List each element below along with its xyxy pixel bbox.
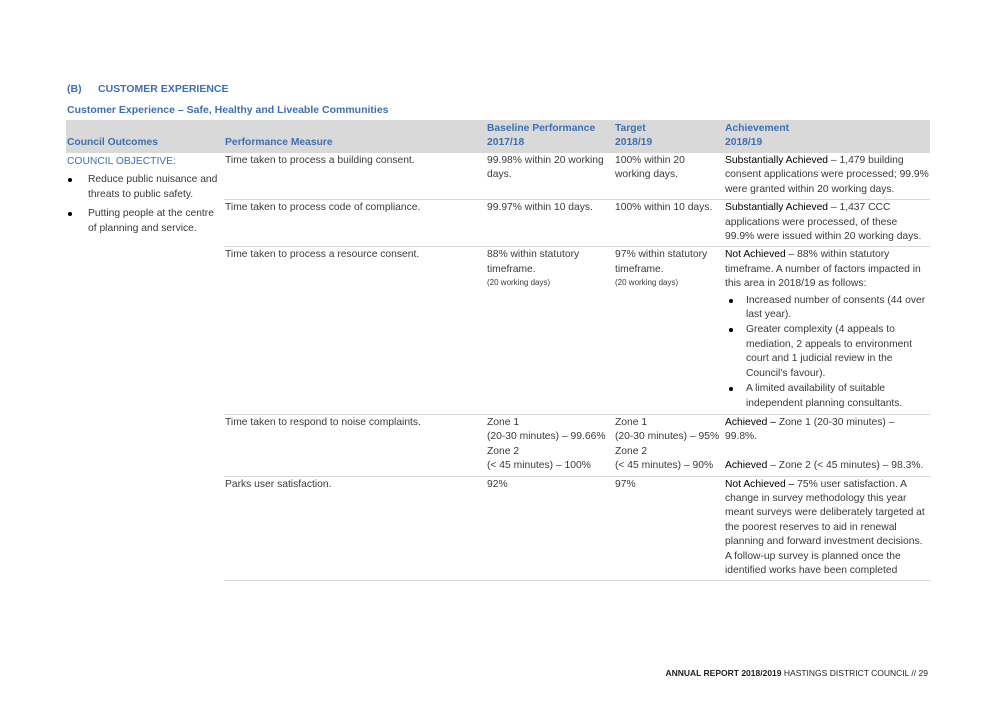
baseline-note: (20 working days): [487, 278, 551, 288]
header-baseline-line2: 2017/18: [487, 137, 525, 148]
achievement-cell: [724, 247, 930, 414]
measure-cell: Time taken to respond to noise complaints.: [224, 414, 486, 476]
achievement-status-zone2: Achieved: [725, 459, 768, 471]
achievement-cell: [724, 414, 930, 476]
header-achievement-line2: 2018/19: [725, 137, 763, 148]
objective-item: Putting people at the centre of planning and service.: [88, 207, 223, 236]
table-header-row: [66, 120, 930, 153]
baseline-cell: [486, 414, 614, 476]
target-note: (20 working days): [615, 278, 679, 288]
target-cell: 97%: [614, 476, 724, 581]
header-target-line1: Target: [615, 123, 646, 134]
baseline-cell: 92%: [486, 476, 614, 581]
target-cell: 100% within 20 working days.: [614, 153, 724, 200]
header-outcomes: Council Outcomes: [66, 120, 224, 153]
page-number: 29: [918, 668, 928, 678]
achievement-cell: [724, 153, 930, 200]
section-heading: [67, 83, 229, 95]
measure-cell: Time taken to process code of compliance.: [224, 200, 486, 247]
achievement-detail: – 1,437 CCC applications were processed, of these 99.9% were issued within 20 working days.: [725, 202, 922, 243]
table-row: [66, 153, 930, 200]
objective-label: COUNCIL OBJECTIVE:: [67, 156, 176, 167]
baseline-cell: [486, 247, 614, 414]
achievement-cell: [724, 476, 930, 581]
header-target-line2: 2018/19: [615, 137, 653, 148]
achievement-status: Achieved –: [725, 416, 776, 428]
footer-separator: //: [911, 668, 917, 678]
baseline-cell: 99.97% within 10 days.: [486, 200, 614, 247]
achievement-detail: 75% user satisfaction. A change in survey methodology this year meant surveys were deliberately targeted at the poorest reserves to aid in renewal planning and forward investment decisions. A follow-up survey is planned once the identified works have been completed: [725, 478, 925, 576]
baseline-line: (20-30 minutes) – 99.66%: [487, 431, 606, 443]
target-line: Zone 1: [615, 416, 648, 428]
header-measure: Performance Measure: [224, 120, 486, 153]
achievement-detail: – 1,479 building consent applications were processed; 99.9% were granted within 20 working days.: [725, 155, 929, 195]
achievement-detail-zone2: – Zone 2 (< 45 minutes) – 98.3%.: [767, 459, 924, 471]
achievement-detail: – 88% within statutory timeframe. A number of factors impacted in this area in 2018/19 as follows:: [725, 249, 921, 290]
target-line: Zone 2: [615, 445, 648, 457]
baseline-value: 88% within statutory timeframe.: [487, 249, 580, 275]
page-footer: [665, 668, 928, 678]
baseline-line: (< 45 minutes) – 100%: [487, 460, 591, 472]
header-target: [614, 120, 724, 153]
target-line: (< 45 minutes) – 90%: [615, 460, 714, 472]
achievement-detail: Zone 1 (20-30 minutes) – 99.8%.: [725, 416, 895, 443]
performance-table: [66, 120, 930, 581]
header-baseline: [486, 120, 614, 153]
target-line: (20-30 minutes) – 95%: [615, 431, 720, 443]
achievement-factor: Greater complexity (4 appeals to mediation, 2 appeals to environment court and 1 judicial review in the Council’s favour).: [746, 323, 929, 381]
footer-org: HASTINGS DISTRICT COUNCIL: [783, 668, 910, 678]
objective-list: [67, 173, 223, 236]
header-baseline-line1: Baseline Performance: [487, 123, 596, 134]
achievement-status: Not Achieved: [725, 249, 786, 261]
baseline-line: Zone 1: [487, 416, 520, 428]
header-achievement: [724, 120, 930, 153]
section-title: CUSTOMER EXPERIENCE: [98, 83, 229, 95]
measure-cell: Parks user satisfaction.: [224, 476, 486, 581]
spacer: [725, 445, 929, 459]
achievement-factor-list: [725, 294, 929, 411]
achievement-status: Substantially Achieved: [725, 202, 829, 214]
target-cell: [614, 414, 724, 476]
achievement-factor: Increased number of consents (44 over last year).: [746, 294, 929, 323]
achievement-status: Substantially Achieved: [725, 155, 829, 166]
footer-report: ANNUAL REPORT 2018/2019: [665, 668, 782, 678]
table-subheading: Customer Experience – Safe, Healthy and Liveable Communities: [67, 104, 389, 116]
council-objective-cell: [66, 153, 224, 581]
header-achievement-line1: Achievement: [725, 123, 790, 134]
objective-item: Reduce public nuisance and threats to public safety.: [88, 173, 223, 202]
target-value: 97% within statutory timeframe.: [615, 249, 708, 275]
achievement-cell: [724, 200, 930, 247]
achievement-status: Not Achieved –: [725, 478, 795, 490]
measure-cell: Time taken to process a building consent.: [224, 153, 486, 200]
section-letter: (B): [67, 83, 82, 95]
achievement-factor: A limited availability of suitable independent planning consultants.: [746, 382, 929, 411]
target-cell: 100% within 10 days.: [614, 200, 724, 247]
target-cell: [614, 247, 724, 414]
baseline-line: Zone 2: [487, 445, 520, 457]
baseline-cell: 99.98% within 20 working days.: [486, 153, 614, 200]
measure-cell: Time taken to process a resource consent.: [224, 247, 486, 414]
